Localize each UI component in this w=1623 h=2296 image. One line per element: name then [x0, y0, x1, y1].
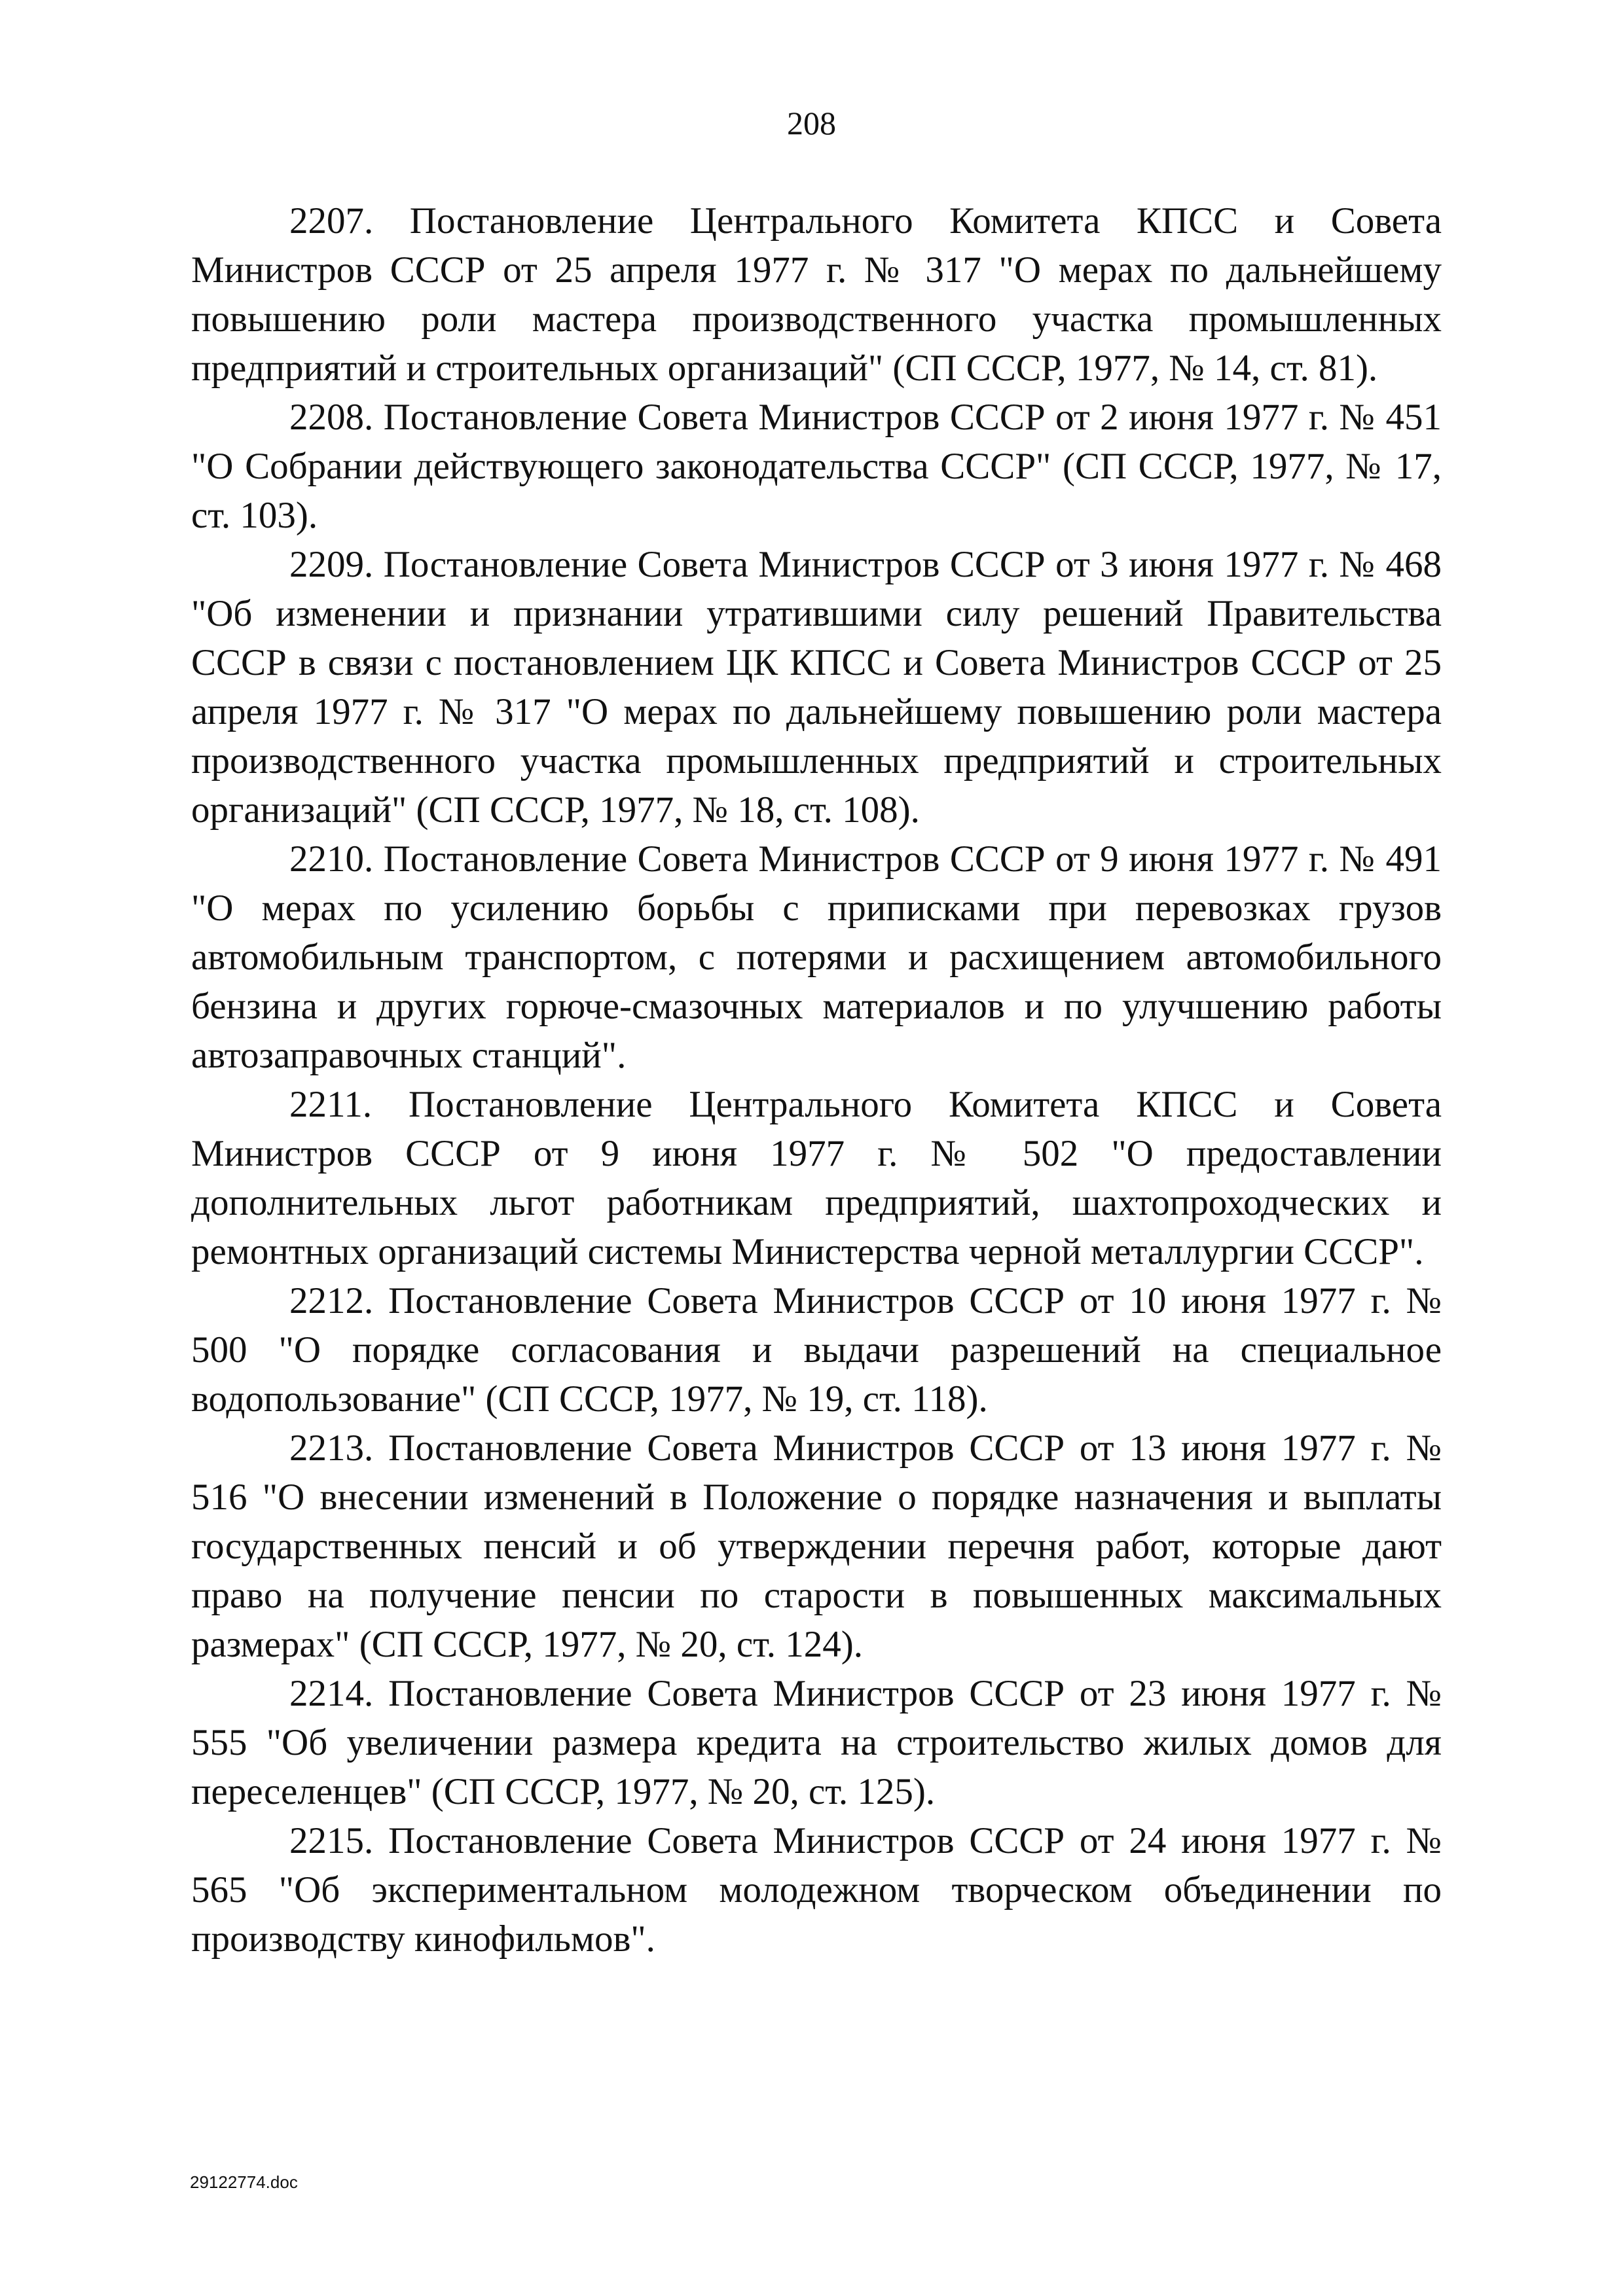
entry-2208: 2208. Постановление Совета Министров СССР от 2 июня 1977 г. № 451 "О Собрании действующего законодательства СССР" (СП СССР, 1977, № 17, ст. 103). — [191, 397, 1442, 536]
entry-2212: 2212. Постановление Совета Министров СССР от 10 июня 1977 г. № 500 "О порядке согласования и выдачи разрешений на специальное водопользование" (СП СССР, 1977, № 19, ст. 118). — [191, 1280, 1442, 1420]
entry-2207: 2207. Постановление Центрального Комитета КПСС и Совета Министров СССР от 25 апреля 1977 г. № 317 "О мерах по дальнейшему повышению роли мастера производственного участка промышленных предприятий и строительных организаций" (СП СССР, 1977, № 14, ст. 81). — [191, 200, 1442, 389]
page-number: 208 — [787, 105, 836, 141]
entry-2209: 2209. Постановление Совета Министров СССР от 3 июня 1977 г. № 468 "Об изменении и признании утратившими силу решений Правительства СССР в связи с постановлением ЦК КПСС и Совета Министров СССР от 25 апреля 1977 г. № 317 "О мерах по дальнейшему повышению роли мастера производственного участка промышленных предприятий и строительных организаций" (СП СССР, 1977, № 18, ст. 108). — [191, 544, 1442, 831]
document-body — [191, 196, 1442, 1964]
footer-filename: 29122774.doc — [190, 2172, 298, 2192]
entry-2211: 2211. Постановление Центрального Комитета КПСС и Совета Министров СССР от 9 июня 1977 г. № 502 "О предоставлении дополнительных льгот работникам предприятий, шахтопроходческих и ремонтных организаций системы Министерства черной металлургии СССР". — [191, 1084, 1442, 1272]
entry-2215: 2215. Постановление Совета Министров СССР от 24 июня 1977 г. № 565 "Об экспериментальном молодежном творческом объединении по производству кинофильмов". — [191, 1820, 1442, 1960]
entry-2213: 2213. Постановление Совета Министров СССР от 13 июня 1977 г. № 516 "О внесении изменений в Положение о порядке назначения и выплаты государственных пенсий и об утверждении перечня работ, которые дают право на получение пенсии по старости в повышенных максимальных размерах" (СП СССР, 1977, № 20, ст. 124). — [191, 1427, 1442, 1665]
entry-2214: 2214. Постановление Совета Министров СССР от 23 июня 1977 г. № 555 "Об увеличении размера кредита на строительство жилых домов для переселенцев" (СП СССР, 1977, № 20, ст. 125). — [191, 1673, 1442, 1812]
entry-2210: 2210. Постановление Совета Министров СССР от 9 июня 1977 г. № 491 "О мерах по усилению борьбы с приписками при перевозках грузов автомобильным транспортом, с потерями и расхищением автомобильного бензина и других горюче-смазочных материалов и по улучшению работы автозаправочных станций". — [191, 838, 1442, 1076]
